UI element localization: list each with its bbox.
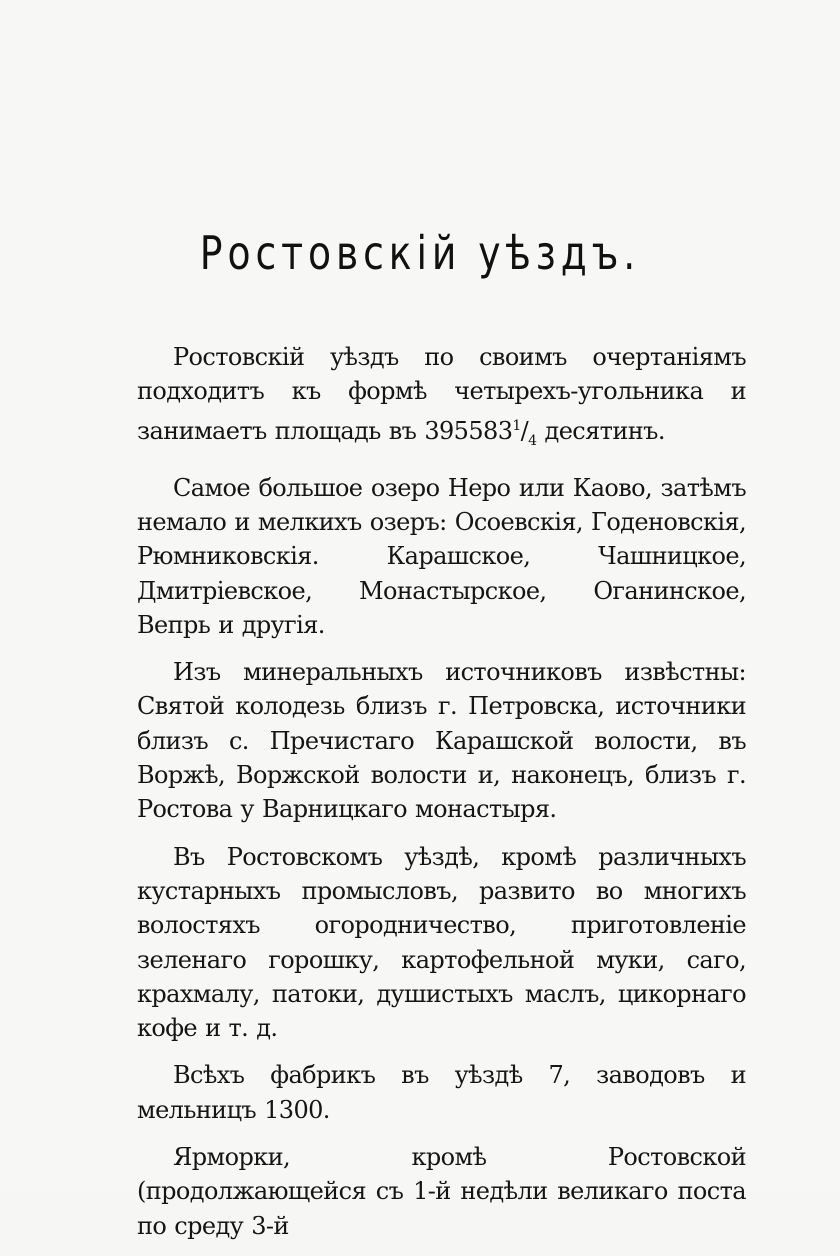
fraction-denominator: 4 bbox=[528, 432, 537, 449]
body-text bbox=[137, 340, 746, 1256]
paragraph-crafts: Въ Ростовскомъ уѣздѣ, кромѣ различныхъ кустарныхъ промысловъ, развито во многихъ волостяхъ огородничество, приготовленіе зеленаго горошку, картофельной муки, саго, крахмалу, патоки, душистыхъ маслъ, цикорнаго кофе и т. д. bbox=[137, 842, 746, 1043]
paragraph-area-text: Ростовскій уѣздъ по своимъ очертаніямъ подходитъ къ формѣ четырехъ-угольника и занимаетъ площадь въ 395583 bbox=[137, 343, 746, 445]
paragraph-fairs: Ярморки, кромѣ Ростовской (продолжающейся съ 1-й недѣли великаго поста по среду 3-й bbox=[137, 1143, 746, 1240]
paragraph-lakes: Самое большое озеро Неро или Каово, затѣмъ немало и мелкихъ озеръ: Осоевскія, Годеновскія, Рюмниковскія. Карашское, Чашницкое, Дмитріевское, Монастырское, Оганинское, Вепрь и другія. bbox=[137, 473, 746, 639]
paragraph-factories: Всѣхъ фабрикъ въ уѣздѣ 7, заводовъ и мельницъ 1300. bbox=[137, 1061, 746, 1124]
paragraph-area-end: десятинъ. bbox=[536, 416, 665, 445]
paragraph-springs: Изъ минеральныхъ источниковъ извѣстны: Святой колодезь близъ г. Петровска, источники близъ с. Пречистаго Карашской волости, въ Воржѣ, Воржской волости и, наконецъ, близъ г. Ростова у Варницкаго монастыря. bbox=[137, 658, 746, 824]
fraction-numerator: 1 bbox=[512, 417, 521, 434]
fraction-slash: / bbox=[520, 416, 529, 445]
page-title: Ростовскій уѣздъ. bbox=[199, 226, 641, 280]
paragraph-area bbox=[137, 340, 746, 458]
